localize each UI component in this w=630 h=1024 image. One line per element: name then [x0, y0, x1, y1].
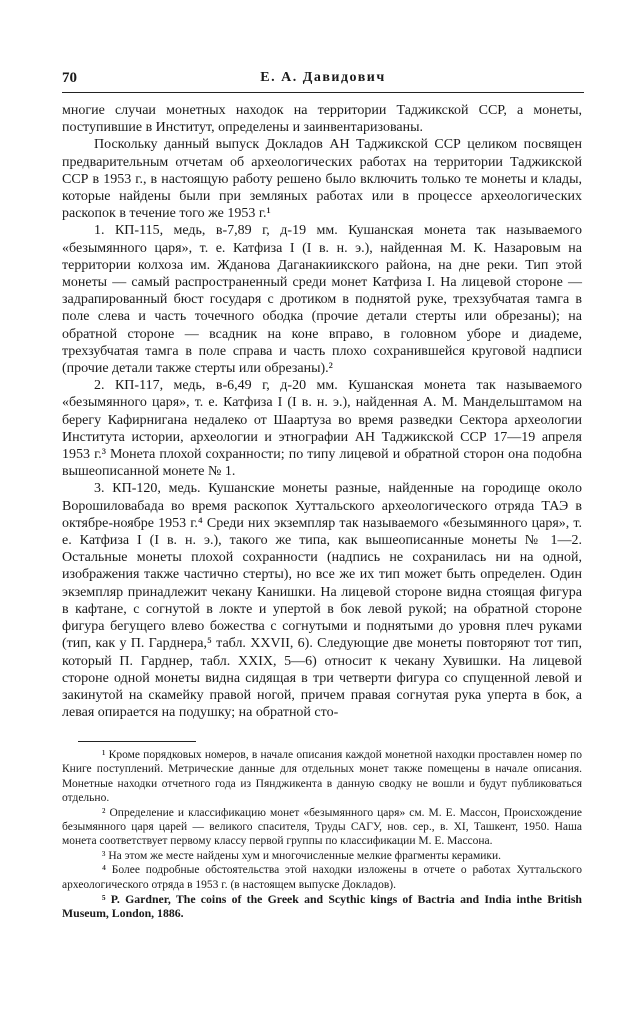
paragraph-coin-3: 3. КП-120, медь. Кушанские монеты разные, найденные на городище около Ворошиловабада во время раскопок Хуттальского археологического отряда ТАЭ в октябре-ноябре 1953 г.⁴ Среди них экземпляр так называемого «безымянного царя», т. е. Катфиза I (I в. н. э.), такого же типа, как вышеописанные монеты № 1—2. Остальные монеты плохой сохранности (надпись не сохранилась ни на одной, изображения также частично стерты), но все же их тип может быть определен. Один экземпляр принадлежит чекану Канишки. На лицевой стороне видна стоящая фигура в кафтане, с согнутой в локте и упертой в бок левой рукой; на обратной стороне фигура бегущего влево божества с согнутыми и поднятыми до уровня плеч руками (тип, как у П. Гарднера,⁵ табл. XXVII, 6). Следующие две монеты повторяют тот тип, который П. Гарднер, табл. XXIX, 5—6) относит к чекану Хувишки. На лицевой стороне одной монеты видна сидящая в три четверти фигура со спущенной левой и закинутой на скамейку правой ногой, причем правая согнутая рука уперта в бок, а левая опирается на подушку; на обратной сто- [62, 481, 582, 721]
page-number: 70 [62, 70, 77, 86]
paragraph-coin-1: 1. КП-115, медь, в-7,89 г, д-19 мм. Кушанская монета так называемого «безымянного царя», т. е. Катфиза I (I в. н. э.), найденная М. К. Назаровым на территории колхоза им. Жданова Даганакиикского района, на дне реки. Тип этой монеты — самый распространенный среди монет Катфиза I. На лицевой стороне — задрапированный бюст государя с дротиком в поднятой руке, трехзубчатая тамга в поле слева и часть точечного ободка (прочие детали стерты или обрезаны); на обратной стороне — всадник на коне вправо, в головном уборе и диадеме, трехзубчатая тамга в поле справа и часть плохо сохранившейся круговой надписи (прочие детали также стерты или обрезаны).² [62, 223, 582, 377]
paragraph-intro: Поскольку данный выпуск Докладов АН Таджикской ССР целиком посвящен предварительным отчетам об археологических работах на территории Таджикской ССР в 1953 г., в настоящую работу решено было включить только те монеты и клады, которые найдены были при земляных работах или в процессе археологических раскопок в течение того же 1953 г.¹ [62, 137, 582, 222]
page-header [62, 70, 584, 93]
footnote-4: ⁴ Более подробные обстоятельства этой находки изложены в отчете о работах Хуттальского археологического отряда в 1953 г. (в настоящем выпуске Докладов). [62, 864, 582, 891]
footnote-2: ² Определение и классификацию монет «безымянного царя» см. М. Е. Массон, Происхождение безымянного царя царей — великого спасителя, Труды САГУ, нов. сер., в. XI, Ташкент, 1950. Наша монета соответствует первому классу первой группы по классификации М. Е. Массона. [62, 806, 582, 848]
footnote-5: ⁵ P. Gardner, The coins of the Greek and Scythic kings of Bactria and India inthe British Museum, London, 1886. [62, 892, 582, 921]
footnote-1: ¹ Кроме порядковых номеров, в начале описания каждой монетной находки проставлен номер по Книге поступлений. Метрические данные для отдельных монет также помещены в начале описания. Монетные находки отчетного года из Пянджикента в данную сводку не вошли и будут публиковаться отдельно. [62, 749, 582, 805]
paragraph-coin-2: 2. КП-117, медь, в-6,49 г, д-20 мм. Кушанская монета так называемого «безымянного царя», т. е. Катфиза I (I в. н. э.), найденная А. М. Мандельштамом на берегу Кафирнигана недалеко от Шаартуза во время разведки Сектора археологии Института истории, археологии и этнографии АН Таджикской ССР 17—19 апреля 1953 г.³ Монета плохой сохранности; по типу лицевой и обратной сторон она подобна вышеописанной монете № 1. [62, 378, 582, 480]
footnote-3: ³ На этом же месте найдены хум и многочисленные мелкие фрагменты керамики. [102, 849, 502, 862]
body-text [62, 102, 582, 721]
footnotes [62, 748, 582, 921]
paragraph-continuation: многие случаи монетных находок на территории Таджикской ССР, а монеты, поступившие в Институт, определены и заинвентаризованы. [62, 103, 582, 136]
running-title: Е. А. Давидович [260, 70, 386, 85]
footnote-divider [78, 741, 196, 742]
